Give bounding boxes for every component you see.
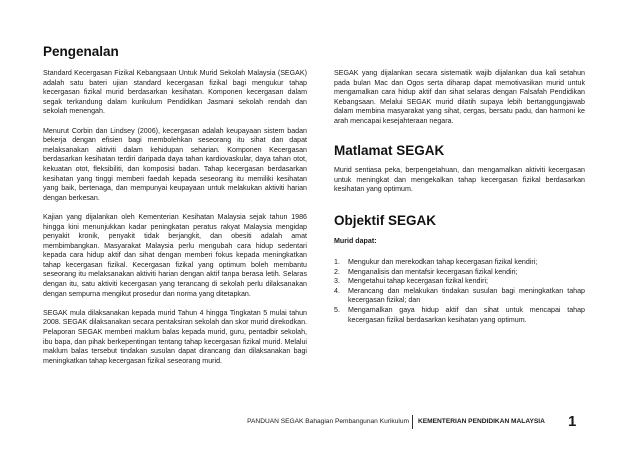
list-item: 2. Menganalisis dan mentafsir kecergasan fizikal kendiri;	[334, 267, 518, 276]
list-item: 1. Mengukur dan merekodkan tahap kecergasan fizikal kendiri;	[334, 258, 538, 266]
paragraph-matlamat: Murid sentiasa peka, berpengetahuan, dan mengamalkan aktiviti kecergasan untuk meningkat dan mengekalkan tahap kecergasan fizikal berdasarkan kesihatan yang optimum.	[334, 166, 585, 194]
paragraph-intro-3: Kajian yang dijalankan oleh Kementerian Kesihatan Malaysia sejak tahun 1986 hingga kini menunjukkan kadar peningkatan peratus rakyat Malaysia mengidap penyakit kronik, penyakit tidak berjangkit, dan obesiti adalah amat membimbangkan. Masyarakat Malaysia perlu mengubah cara hidup sedentari kepada cara hidup aktif dan sihat dengan memberi fokus kepada meningkatkan tahap kecergasan fizikal. Kecergasan fizikal yang optimum boleh membantu seseorang itu melaksanakan aktiviti harian dengan aktif tanpa berasa letih. Selaras dengan itu, satu aktiviti kecergasan yang terancang di sekolah perlu dilaksanakan dengan sempurna mengikut prosedur dan norma yang ditetapkan.	[43, 212, 307, 298]
footer-guide-title: PANDUAN SEGAK Bahagian Pembangunan Kurikulum	[247, 418, 409, 425]
list-item: 3. Mengetahui tahap kecergasan fizikal kendiri;	[334, 277, 488, 286]
paragraph-segak-schedule: SEGAK yang dijalankan secara sistematik wajib dijalankan dua kali setahun pada bulan Mac dan Ogos serta diharap dapat memotivasikan murid untuk mengamalkan cara hidup aktif dan sihat selaras dengan Falsafah Pendidikan Kebangsaan. Melalui SEGAK murid dilatih supaya lebih bertanggungjawab dalam membina masyarakat yang sihat, cergas, bersatu padu, dan harmoni ke arah mencapai kesejahteraan negara.	[334, 69, 585, 125]
paragraph-intro-2: Menurut Corbin dan Lindsey (2006), kecergasan adalah keupayaan sistem badan bekerja dengan efisien bagi membolehkan seseorang itu sihat dan dapat melaksanakan aktiviti dalam kehidupan seharian. Komponen Kecergasan berdasarkan kesihatan terdiri daripada daya tahan kardiovaskular, daya tahan otot, kekuatan otot, fleksibiliti, dan komposisi badan. Tahap kecergasan berdasarkan kesihatan yang tinggi memberi faedah kepada seseorang itu memiliki kesihatan yang baik, bertenaga, dan mempunyai keupayaan untuk melakukan aktiviti harian dengan berkesan.	[43, 126, 307, 202]
page-number: 1	[568, 413, 577, 430]
paragraph-intro-4: SEGAK mula dilaksanakan kepada murid Tahun 4 hingga Tingkatan 5 mulai tahun 2008. SEGAK dilaksanakan secara pentaksiran sekolah dan skor murid direkodkan. Pelaporan SEGAK memberi maklum balas kepada murid, guru, pentadbir sekolah, ibu bapa, dan pihak berkepentingan tentang tahap kecergasan fizikal murid. Melalui maklum balas tersebut tindakan susulan dapat dirancang dan dilaksanakan bagi meningkatkan tahap kecergasan fizikal seseorang murid.	[43, 308, 307, 365]
footer-divider	[412, 415, 413, 429]
section-heading-objektif: Objektif SEGAK	[334, 213, 437, 228]
page-footer	[0, 412, 638, 432]
section-heading-pengenalan: Pengenalan	[43, 44, 119, 59]
list-item: 5. Mengamalkan gaya hidup aktif dan sihat untuk mencapai tahap kecergasan fizikal berdasarkan kesihatan yang optimum.	[334, 305, 585, 324]
objektif-list	[334, 258, 585, 325]
paragraph-intro-1: Standard Kecergasan Fizikal Kebangsaan Untuk Murid Sekolah Malaysia (SEGAK) adalah satu bateri ujian standard kecergasan fizikal bagi mengukur tahap kecergasan fizikal murid berdasarkan kesihatan. Komponen kecergasan dalam segak terkandung dalam kurikulum Pendidikan Jasmani sekolah rendah dan sekolah menengah.	[43, 69, 307, 116]
list-item: 4. Merancang dan melakukan tindakan susulan bagi meningkatkan tahap kecergasan fizikal; dan	[334, 286, 585, 305]
footer-ministry: KEMENTERIAN PENDIDIKAN MALAYSIA	[418, 418, 545, 425]
objektif-subheading: Murid dapat:	[334, 237, 377, 245]
section-heading-matlamat: Matlamat SEGAK	[334, 143, 445, 158]
